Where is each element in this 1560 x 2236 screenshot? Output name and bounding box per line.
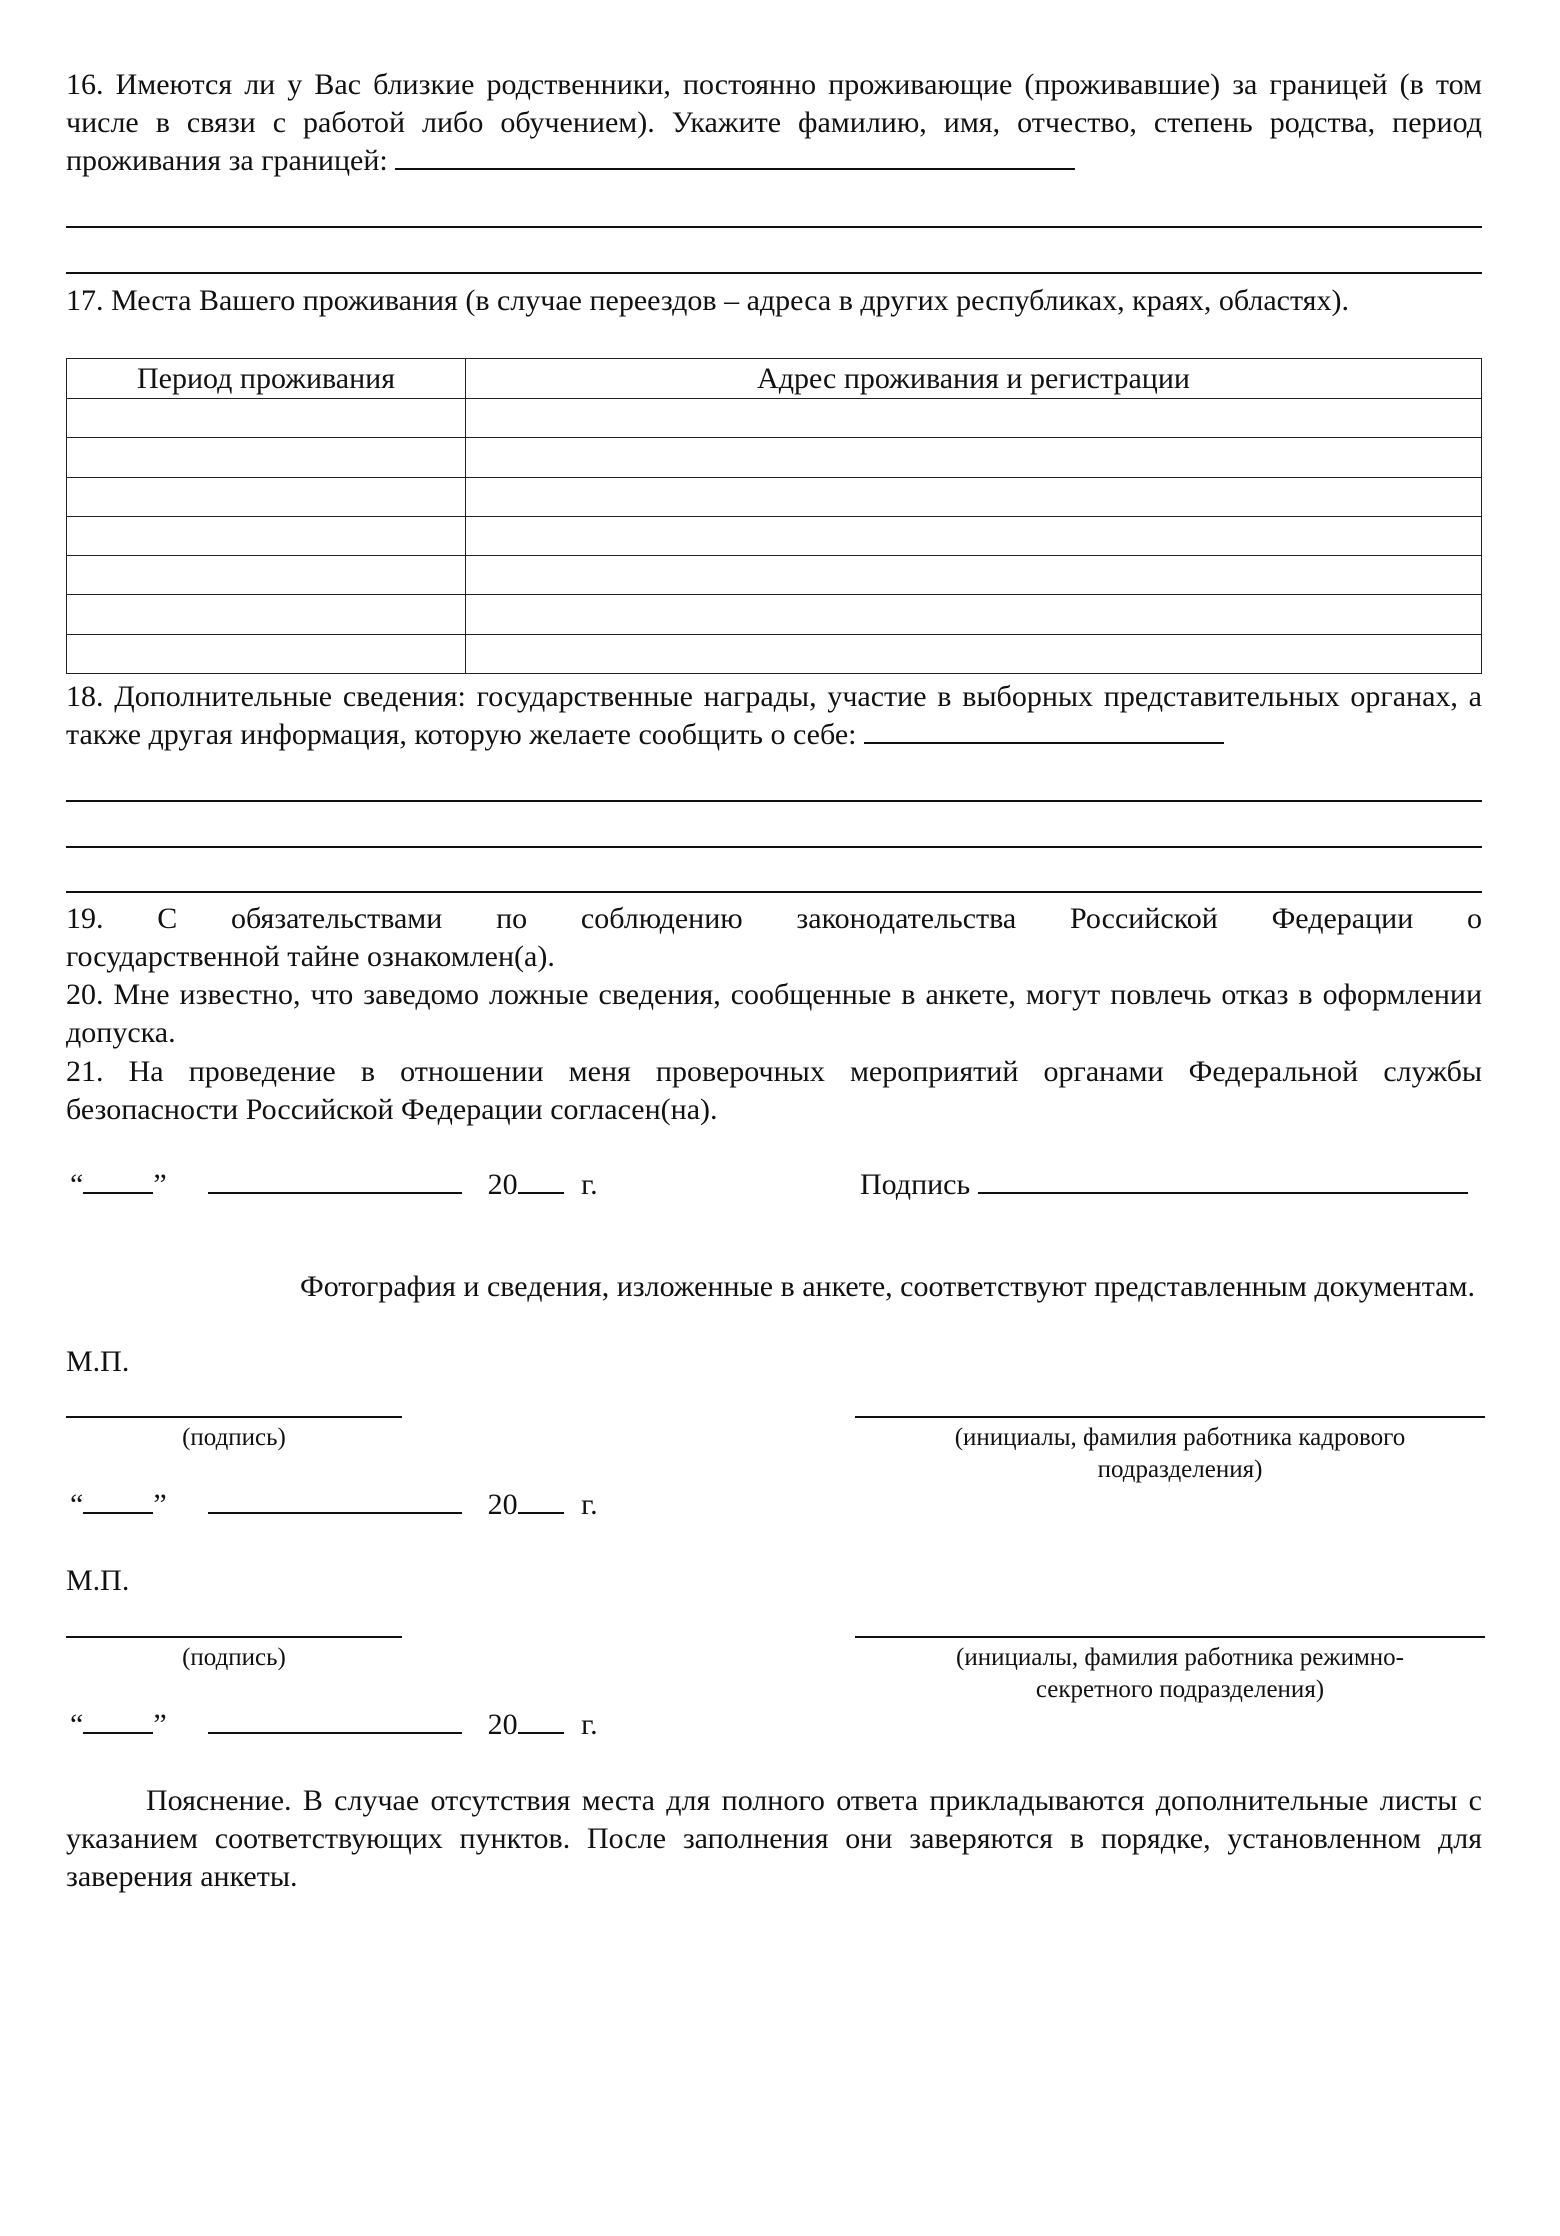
item-16-answer-line-2[interactable] <box>66 226 1482 228</box>
item-18-text: 18. Дополнительные сведения: государственные награды, участие в выборных представительных органах, а также другая информация, которую желаете сообщить о себе: <box>66 680 1482 751</box>
item-18-answer-field[interactable] <box>864 716 1224 744</box>
table-row <box>67 399 1482 438</box>
explanatory-note: Пояснение. В случае отсутствия места для полного ответа прикладываются дополнительные листы с указанием соответствующих пунктов. После заполнения они заверяются в порядке, установленном для заверения анкеты. <box>66 1784 1482 1893</box>
secret-name-line[interactable] <box>855 1636 1485 1638</box>
item-17-text: 17. Места Вашего проживания (в случае переездов – адреса в других республиках, краях, областях). <box>66 284 1349 317</box>
hr-date: “ ” 20 г. <box>70 1488 598 1521</box>
period-cell[interactable] <box>67 516 466 555</box>
item-16-text: 16. Имеются ли у Вас близкие родственники, постоянно проживающие (проживавшие) за границей (в том числе в связи с работой либо обучением). Укажите фамилию, имя, отчество, степень родства, период проживания за границей: <box>66 68 1482 177</box>
item-19-line-2: государственной тайне ознакомлен(а). <box>66 940 555 973</box>
address-cell[interactable] <box>466 595 1482 634</box>
signature-field[interactable] <box>978 1166 1468 1194</box>
day-field[interactable] <box>83 1486 153 1514</box>
item-19-line-1: 19. С обязательствами по соблюдению законодательства Российской Федерации о <box>66 902 1482 935</box>
table-row <box>67 477 1482 516</box>
header-address: Адрес проживания и регистрации <box>466 359 1482 399</box>
table-row <box>67 516 1482 555</box>
hr-signature-caption: (подпись) <box>182 1424 286 1451</box>
address-cell[interactable] <box>466 438 1482 477</box>
period-cell[interactable] <box>67 556 466 595</box>
year-field[interactable] <box>518 1166 564 1194</box>
table-row <box>67 438 1482 477</box>
address-cell[interactable] <box>466 516 1482 555</box>
item-21-text: 21. На проведение в отношении меня проверочных мероприятий органами Федеральной службы безопасности Российской Федерации согласен(на). <box>66 1055 1482 1126</box>
hr-name-caption: (инициалы, фамилия работника кадрового подразделения) <box>954 1424 1406 1483</box>
item-18-answer-line-3[interactable] <box>66 846 1482 848</box>
period-cell[interactable] <box>67 399 466 438</box>
month-field[interactable] <box>208 1486 462 1514</box>
address-cell[interactable] <box>466 477 1482 516</box>
hr-signature-line[interactable] <box>66 1416 402 1418</box>
period-cell[interactable] <box>67 438 466 477</box>
address-cell[interactable] <box>466 556 1482 595</box>
period-cell[interactable] <box>67 595 466 634</box>
day-field[interactable] <box>83 1166 153 1194</box>
applicant-date: “ ” 20 г. <box>70 1168 598 1201</box>
photo-statement: Фотография и сведения, изложенные в анкете, соответствуют представленным документам. <box>300 1270 1475 1303</box>
table-row <box>67 634 1482 673</box>
stamp-label-secret: М.П. <box>66 1564 130 1597</box>
table-row <box>67 595 1482 634</box>
year-field[interactable] <box>518 1486 564 1514</box>
applicant-signature: Подпись <box>860 1166 1468 1204</box>
header-period: Период проживания <box>67 359 466 399</box>
address-cell[interactable] <box>466 634 1482 673</box>
month-field[interactable] <box>208 1166 462 1194</box>
secret-name-caption: (инициалы, фамилия работника режимно-секретного подразделения) <box>956 1644 1404 1703</box>
table-row <box>67 556 1482 595</box>
secret-date: “ ” 20 г. <box>70 1708 598 1741</box>
secret-signature-caption: (подпись) <box>182 1644 286 1671</box>
residence-table <box>66 358 1482 674</box>
secret-signature-line[interactable] <box>66 1636 402 1638</box>
address-cell[interactable] <box>466 399 1482 438</box>
item-18-answer-line-4[interactable] <box>66 891 1482 893</box>
stamp-label-hr: М.П. <box>66 1345 130 1378</box>
item-16-answer-field[interactable] <box>395 142 1075 170</box>
period-cell[interactable] <box>67 477 466 516</box>
item-18-answer-line-2[interactable] <box>66 800 1482 802</box>
day-field[interactable] <box>83 1706 153 1734</box>
month-field[interactable] <box>208 1706 462 1734</box>
item-20-text: 20. Мне известно, что заведомо ложные сведения, сообщенные в анкете, могут повлечь отказ в оформлении допуска. <box>66 978 1482 1049</box>
year-field[interactable] <box>518 1706 564 1734</box>
item-16-answer-line-3[interactable] <box>66 272 1482 274</box>
hr-name-line[interactable] <box>855 1416 1485 1418</box>
period-cell[interactable] <box>67 634 466 673</box>
table-header-row <box>67 359 1482 399</box>
